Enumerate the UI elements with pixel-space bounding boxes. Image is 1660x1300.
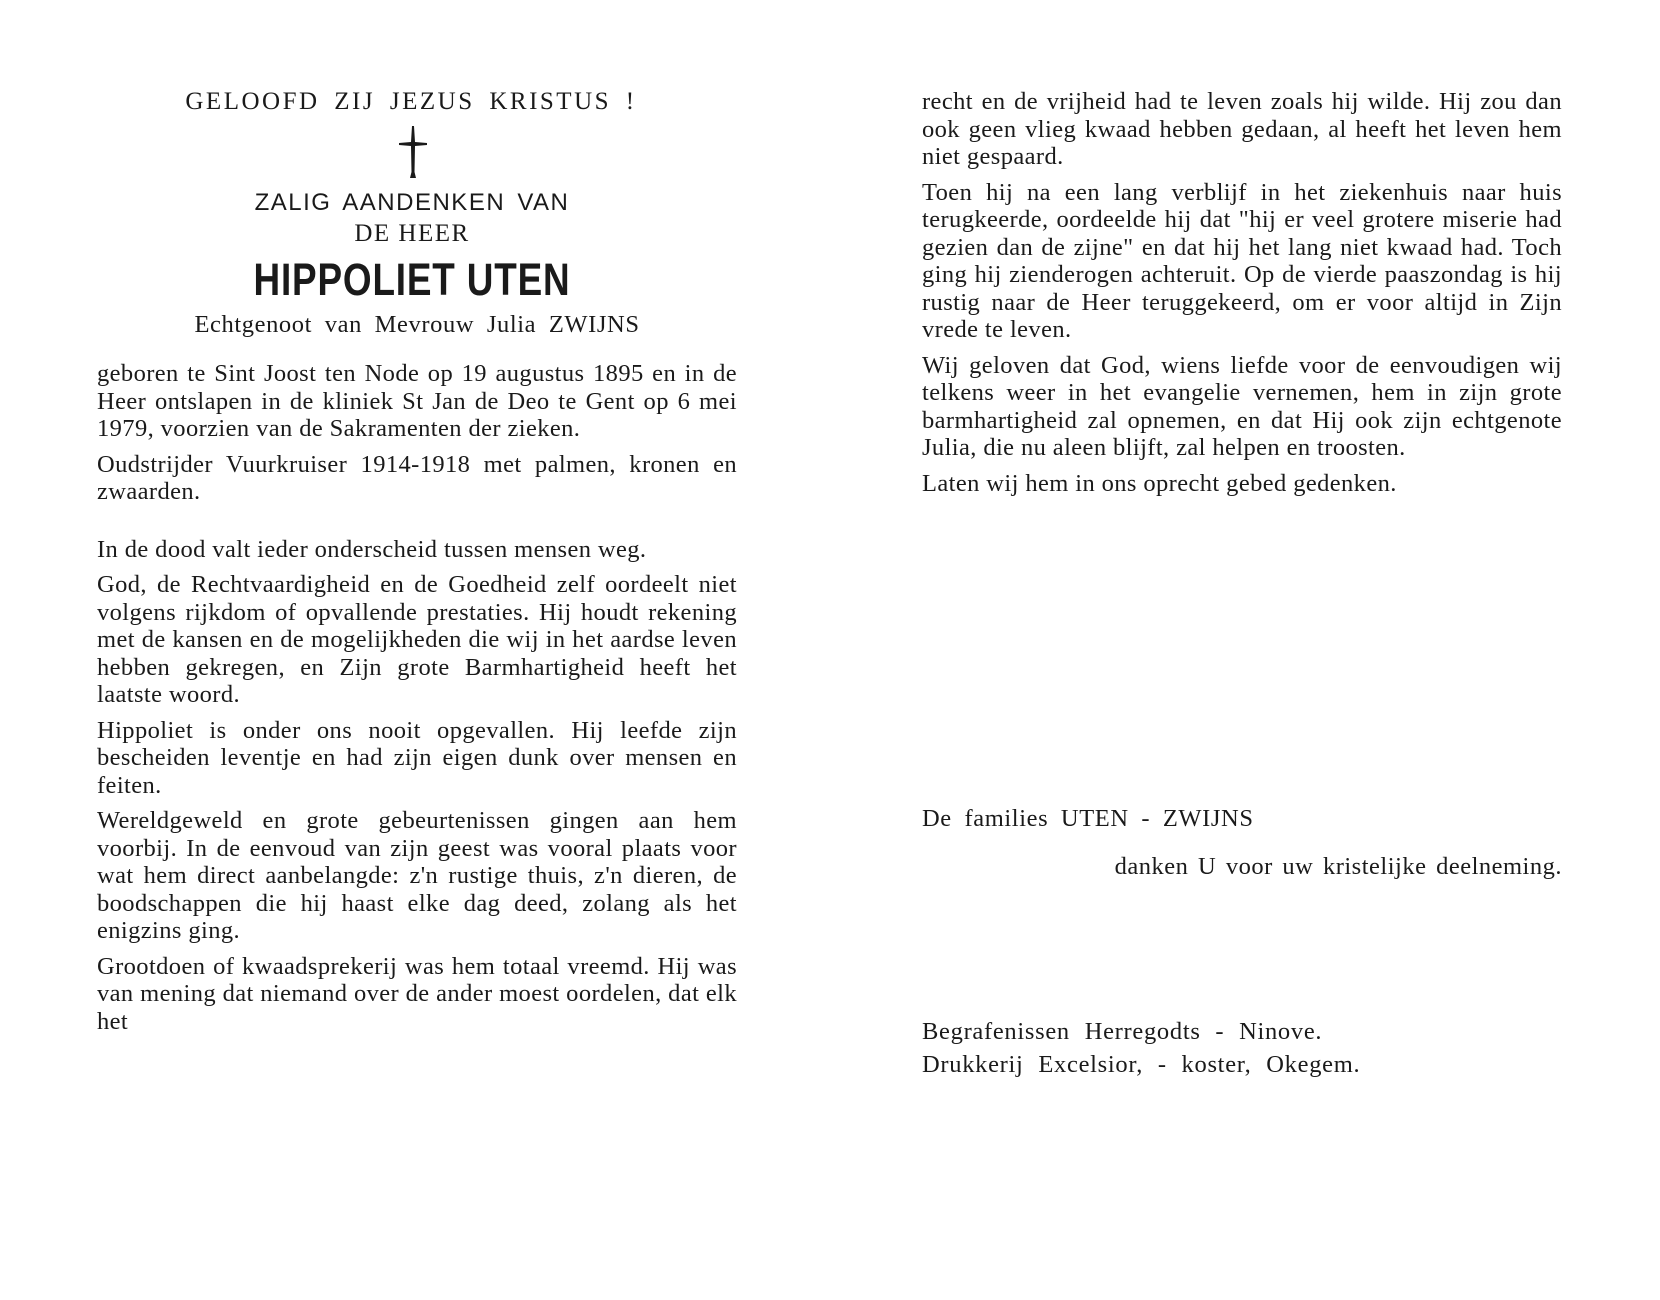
right-column (922, 88, 1562, 1081)
cross-icon (89, 124, 737, 180)
veteran-paragraph: Oudstrijder Vuurkruiser 1914-1918 met palmen, kronen en zwaarden. (97, 450, 737, 505)
printer-block (922, 1015, 1562, 1081)
text-paragraph: Grootdoen of kwaadsprekerij was hem totaal vreemd. Hij was van mening dat niemand over de ander moest oordelen, dat elk het (97, 952, 737, 1035)
title-line: DE HEER (354, 219, 470, 247)
printer-line: Drukkerij Excelsior, - koster, Okegem. (922, 1051, 1361, 1078)
families-line: De families UTEN - ZWIJNS (922, 805, 1254, 832)
text-paragraph: In de dood valt ieder onderscheid tussen mensen weg. (97, 535, 647, 563)
text-paragraph: Wij geloven dat God, wiens liefde voor de eenvoudigen wij telkens weer in het evangelie vernemen, hem in zijn grote barmhartigheid zal opnemen, en dat Hij ook zijn echtgenote Julia, die nu aleen blijft, zal helpen en troosten. (922, 351, 1562, 461)
left-column (97, 88, 737, 1043)
spouse-line: Echtgenoot van Mevrouw Julia ZWIJNS (194, 310, 640, 338)
text-paragraph: Hippoliet is onder ons nooit opgevallen. Hij leefde zijn bescheiden leventje en had zijn eigen dunk over mensen en feiten. (97, 716, 737, 799)
birth-death-paragraph: geboren te Sint Joost ten Node op 19 augustus 1895 en in de Heer ontslapen in de kliniek St Jan de Deo te Gent op 6 mei 1979, voorzien van de Sakramenten der zieken. (97, 360, 737, 442)
funeral-home-line: Begrafenissen Herregodts - Ninove. (922, 1018, 1323, 1045)
memorial-heading: ZALIG AANDENKEN VAN (254, 188, 570, 216)
deceased-name: HIPPOLIET UTEN (253, 253, 571, 305)
spacer (97, 514, 737, 536)
text-paragraph: Laten wij hem in ons oprecht gebed gedenken. (922, 469, 1397, 497)
text-paragraph: Wereldgeweld en grote gebeurtenissen gingen aan hem voorbij. In de eenvoud van zijn geest was vooral plaats voor wat hem direct aanbelangde: z'n rustige thuis, z'n dieren, de boodschappen die hij haast elke dag deed, zolang als het enigzins ging. (97, 807, 737, 944)
text-paragraph: Toen hij na een lang verblijf in het ziekenhuis naar huis terugkeerde, oordeelde hij dat "hij er veel grotere miserie had gezien dan de zijne" en dat hij het lang niet kwaad had. Toch ging hij zienderogen achteruit. Op de vierde paaszondag is hij rustig naar de Heer teruggekeerd, om er voor altijd in Zijn vrede te leven. (922, 178, 1562, 343)
latin-cross-icon (396, 124, 430, 180)
text-paragraph: God, de Rechtvaardigheid en de Goedheid zelf oordeelt niet volgens rijkdom of opvallende prestaties. Hij houdt rekening met de kansen en de mogelijkheden die wij in het aardse leven hebben gekregen, en Zijn grote Barmhartigheid heeft het laatste woord. (97, 571, 737, 708)
text-paragraph: recht en de vrijheid had te leven zoals hij wilde. Hij zou dan ook geen vlieg kwaad hebben gedaan, al heeft het leven hem niet gespaard. (922, 88, 1562, 170)
thanks-line: danken U voor uw kristelijke deelneming. (1114, 852, 1562, 880)
invocation-line: GELOOFD ZIJ JEZUS KRISTUS ! (185, 88, 637, 115)
